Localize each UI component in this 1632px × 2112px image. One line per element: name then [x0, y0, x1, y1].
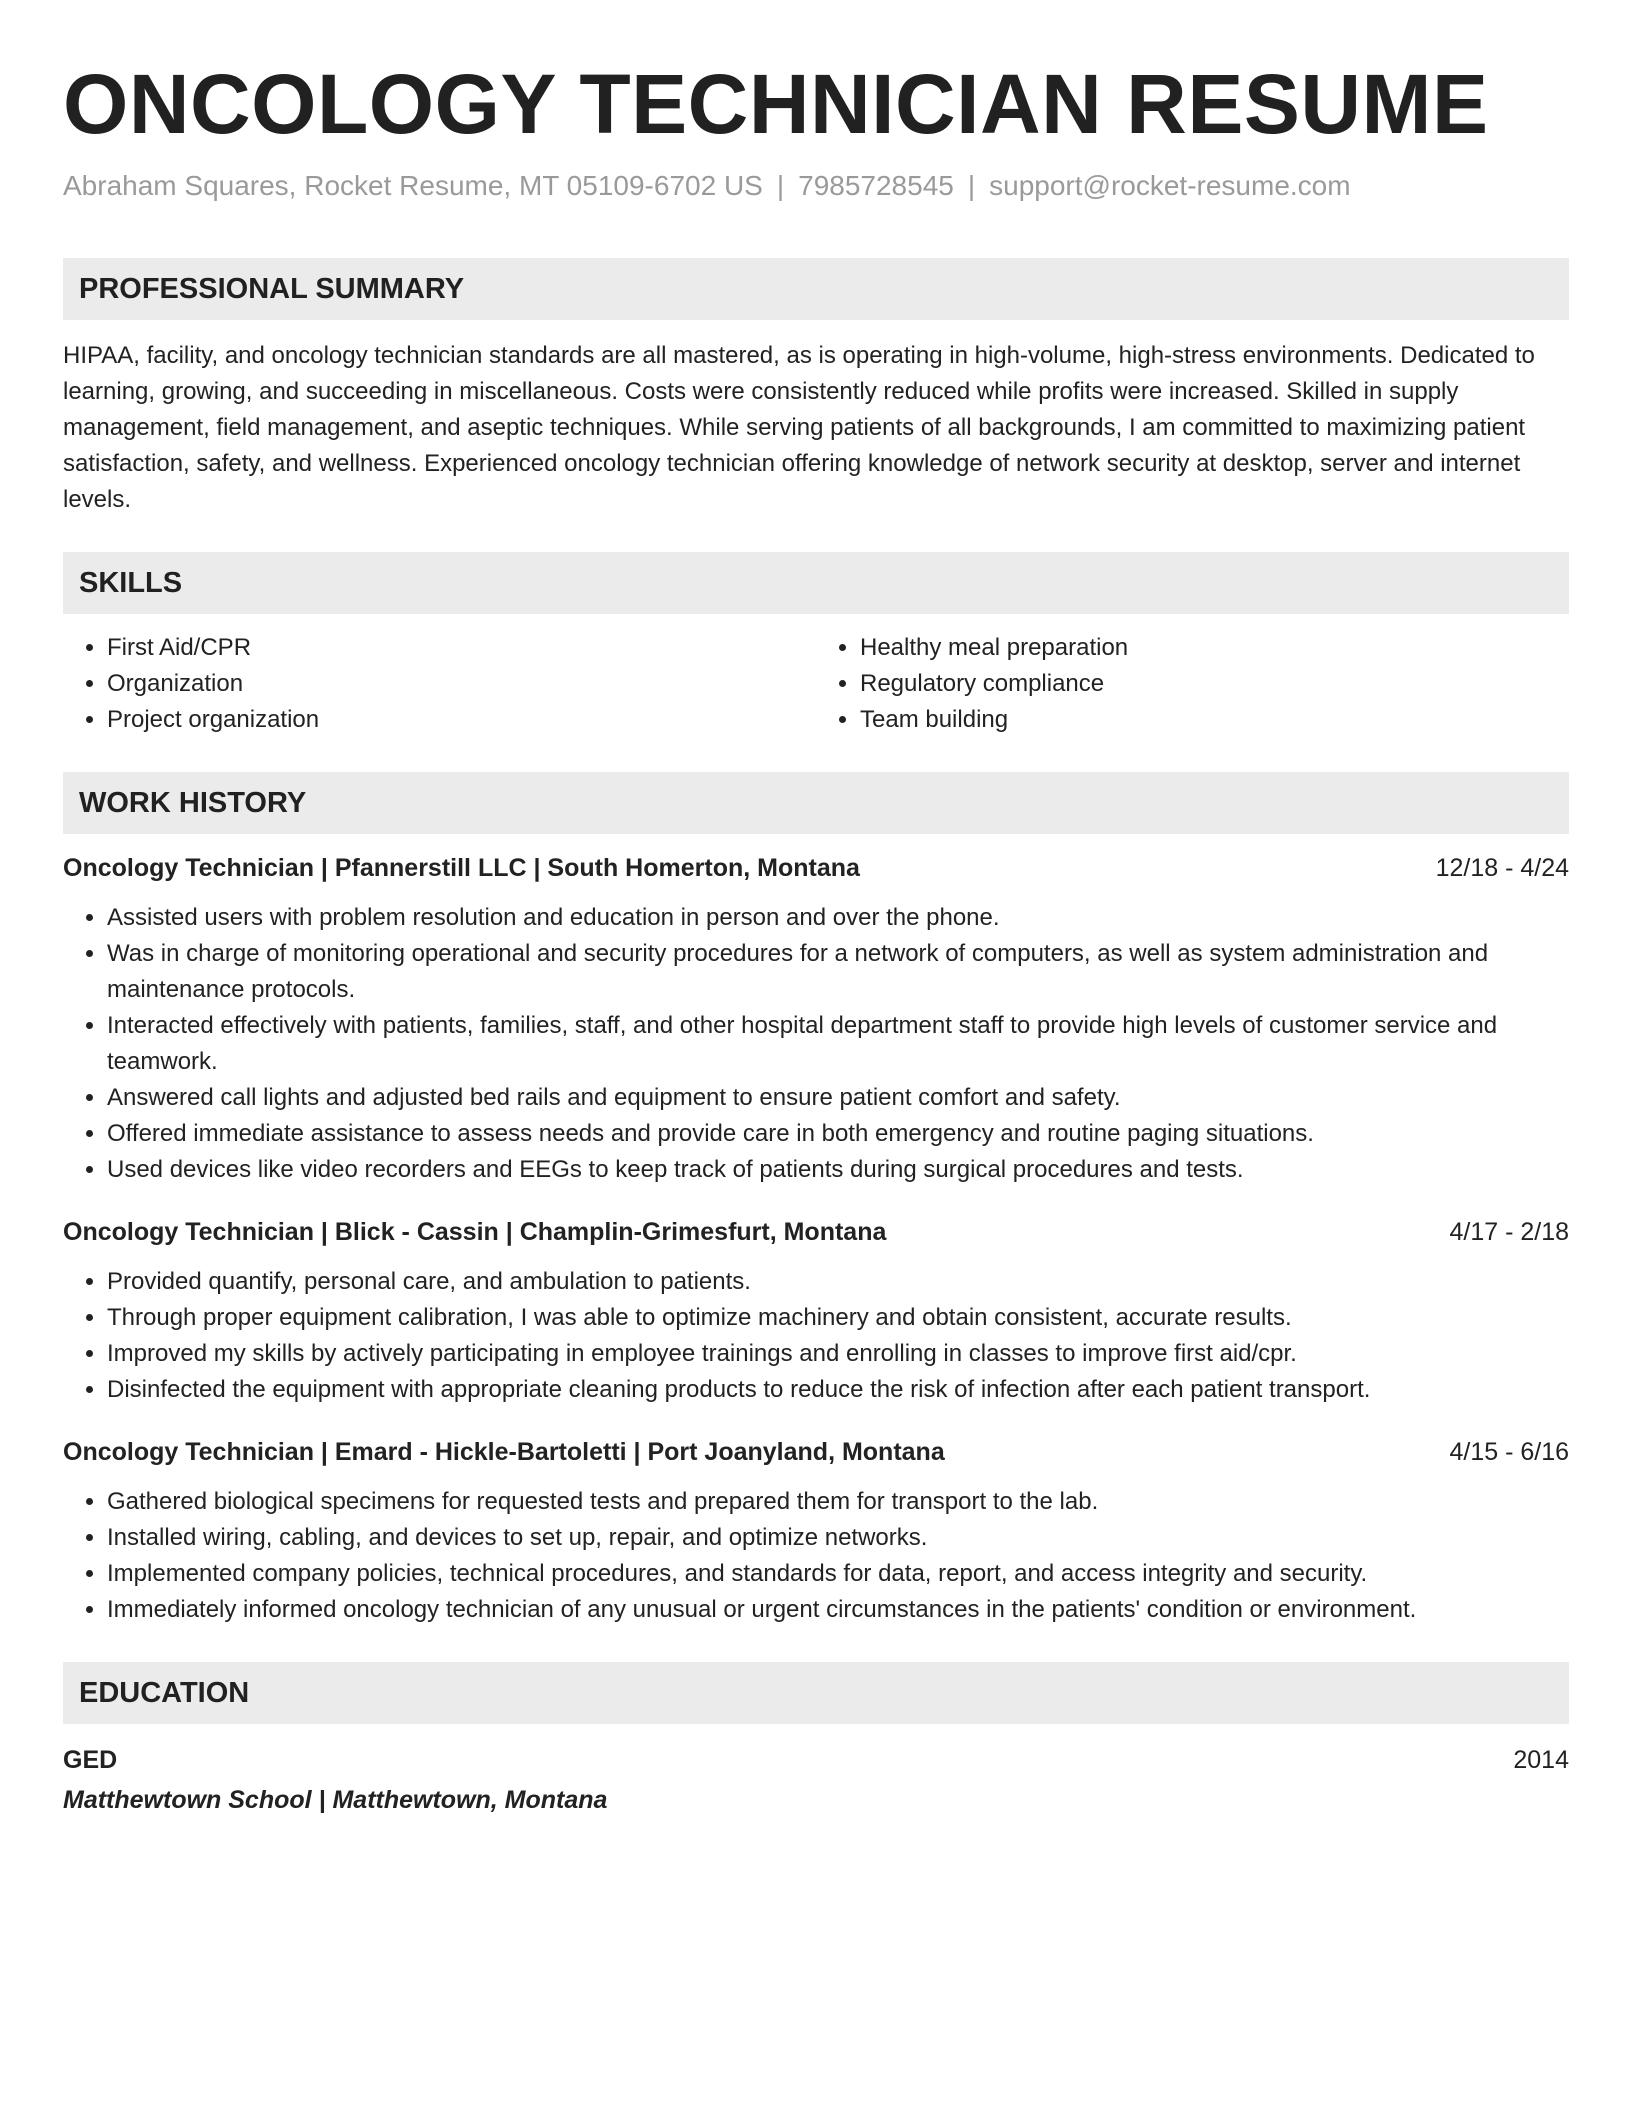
job-entry [63, 850, 1569, 1188]
section-heading-summary: PROFESSIONAL SUMMARY [63, 258, 1569, 320]
education-school: Matthewtown School | Matthewtown, Montana [63, 1786, 608, 1814]
job-title: Oncology Technician | Emard - Hickle-Bartoletti | Port Joanyland, Montana [63, 1438, 945, 1466]
contact-separator: | [967, 170, 976, 201]
section-heading-skills: SKILLS [63, 552, 1569, 614]
job-bullet: • Used devices like video recorders and EEGs to keep track of patients during surgical procedures and tests. [107, 1152, 1569, 1188]
contact-phone: 7985728545 [798, 170, 954, 201]
skills-list [63, 630, 1569, 738]
job-bullet: • Through proper equipment calibration, I was able to optimize machinery and obtain consistent, accurate results. [107, 1300, 1569, 1336]
section-heading-work-history: WORK HISTORY [63, 772, 1569, 834]
job-dates: 4/17 - 2/18 [1449, 1218, 1569, 1246]
skill-item: • First Aid/CPR [107, 630, 816, 666]
job-bullets [63, 1264, 1569, 1408]
contact-line [63, 166, 1569, 206]
summary-text: HIPAA, facility, and oncology technician standards are all mastered, as is operating in high-volume, high-stress environments. Dedicated to learning, growing, and succeeding in miscellaneous. Costs were consistently reduced while profits were increased. Skilled in supply management, field management, and aseptic techniques. While serving patients of all backgrounds, I am committed to maximizing patient satisfaction, safety, and wellness. Experienced oncology technician offering knowledge of network security at desktop, server and internet levels. [63, 342, 1535, 513]
contact-separator: | [776, 170, 785, 201]
education-year: 2014 [1513, 1746, 1569, 1774]
job-bullet: • Interacted effectively with patients, families, staff, and other hospital department staff to provide high levels of customer service and teamwork. [107, 1008, 1569, 1080]
job-bullet: • Answered call lights and adjusted bed rails and equipment to ensure patient comfort and safety. [107, 1080, 1569, 1116]
job-bullet: • Implemented company policies, technical procedures, and standards for data, report, and access integrity and security. [107, 1556, 1569, 1592]
job-bullet: • Improved my skills by actively participating in employee trainings and enrolling in classes to improve first aid/cpr. [107, 1336, 1569, 1372]
job-bullet: • Was in charge of monitoring operational and security procedures for a network of computers, as well as system administration and maintenance protocols. [107, 936, 1569, 1008]
education-degree: GED [63, 1746, 118, 1774]
section-heading-education: EDUCATION [63, 1662, 1569, 1724]
education-entry [63, 1742, 1569, 1818]
job-dates: 12/18 - 4/24 [1435, 854, 1569, 882]
job-dates: 4/15 - 6/16 [1449, 1438, 1569, 1466]
skill-item: • Project organization [107, 702, 816, 738]
job-entry [63, 1434, 1569, 1628]
skills-column-left [63, 630, 816, 738]
job-bullet: • Installed wiring, cabling, and devices to set up, repair, and optimize networks. [107, 1520, 1569, 1556]
skill-item: • Organization [107, 666, 816, 702]
job-bullets [63, 900, 1569, 1188]
contact-email: support@rocket-resume.com [989, 170, 1351, 201]
job-title: Oncology Technician | Pfannerstill LLC | South Homerton, Montana [63, 854, 860, 882]
job-bullet: • Gathered biological specimens for requested tests and prepared them for transport to the lab. [107, 1484, 1569, 1520]
skills-column-right [816, 630, 1569, 738]
job-bullet: • Immediately informed oncology technician of any unusual or urgent circumstances in the patients' condition or environment. [107, 1592, 1569, 1628]
skill-item: • Team building [860, 702, 1569, 738]
resume-title: ONCOLOGY TECHNICIAN RESUME [63, 57, 1489, 151]
job-bullet: • Assisted users with problem resolution and education in person and over the phone. [107, 900, 1569, 936]
skill-item: • Healthy meal preparation [860, 630, 1569, 666]
job-bullets [63, 1484, 1569, 1628]
job-entry [63, 1214, 1569, 1408]
skill-item: • Regulatory compliance [860, 666, 1569, 702]
job-bullet: • Provided quantify, personal care, and ambulation to patients. [107, 1264, 1569, 1300]
job-title: Oncology Technician | Blick - Cassin | Champlin-Grimesfurt, Montana [63, 1218, 887, 1246]
contact-address: Abraham Squares, Rocket Resume, MT 05109-6702 US [63, 170, 763, 201]
job-bullet: • Disinfected the equipment with appropriate cleaning products to reduce the risk of infection after each patient transport. [107, 1372, 1569, 1408]
job-bullet: • Offered immediate assistance to assess needs and provide care in both emergency and routine paging situations. [107, 1116, 1569, 1152]
